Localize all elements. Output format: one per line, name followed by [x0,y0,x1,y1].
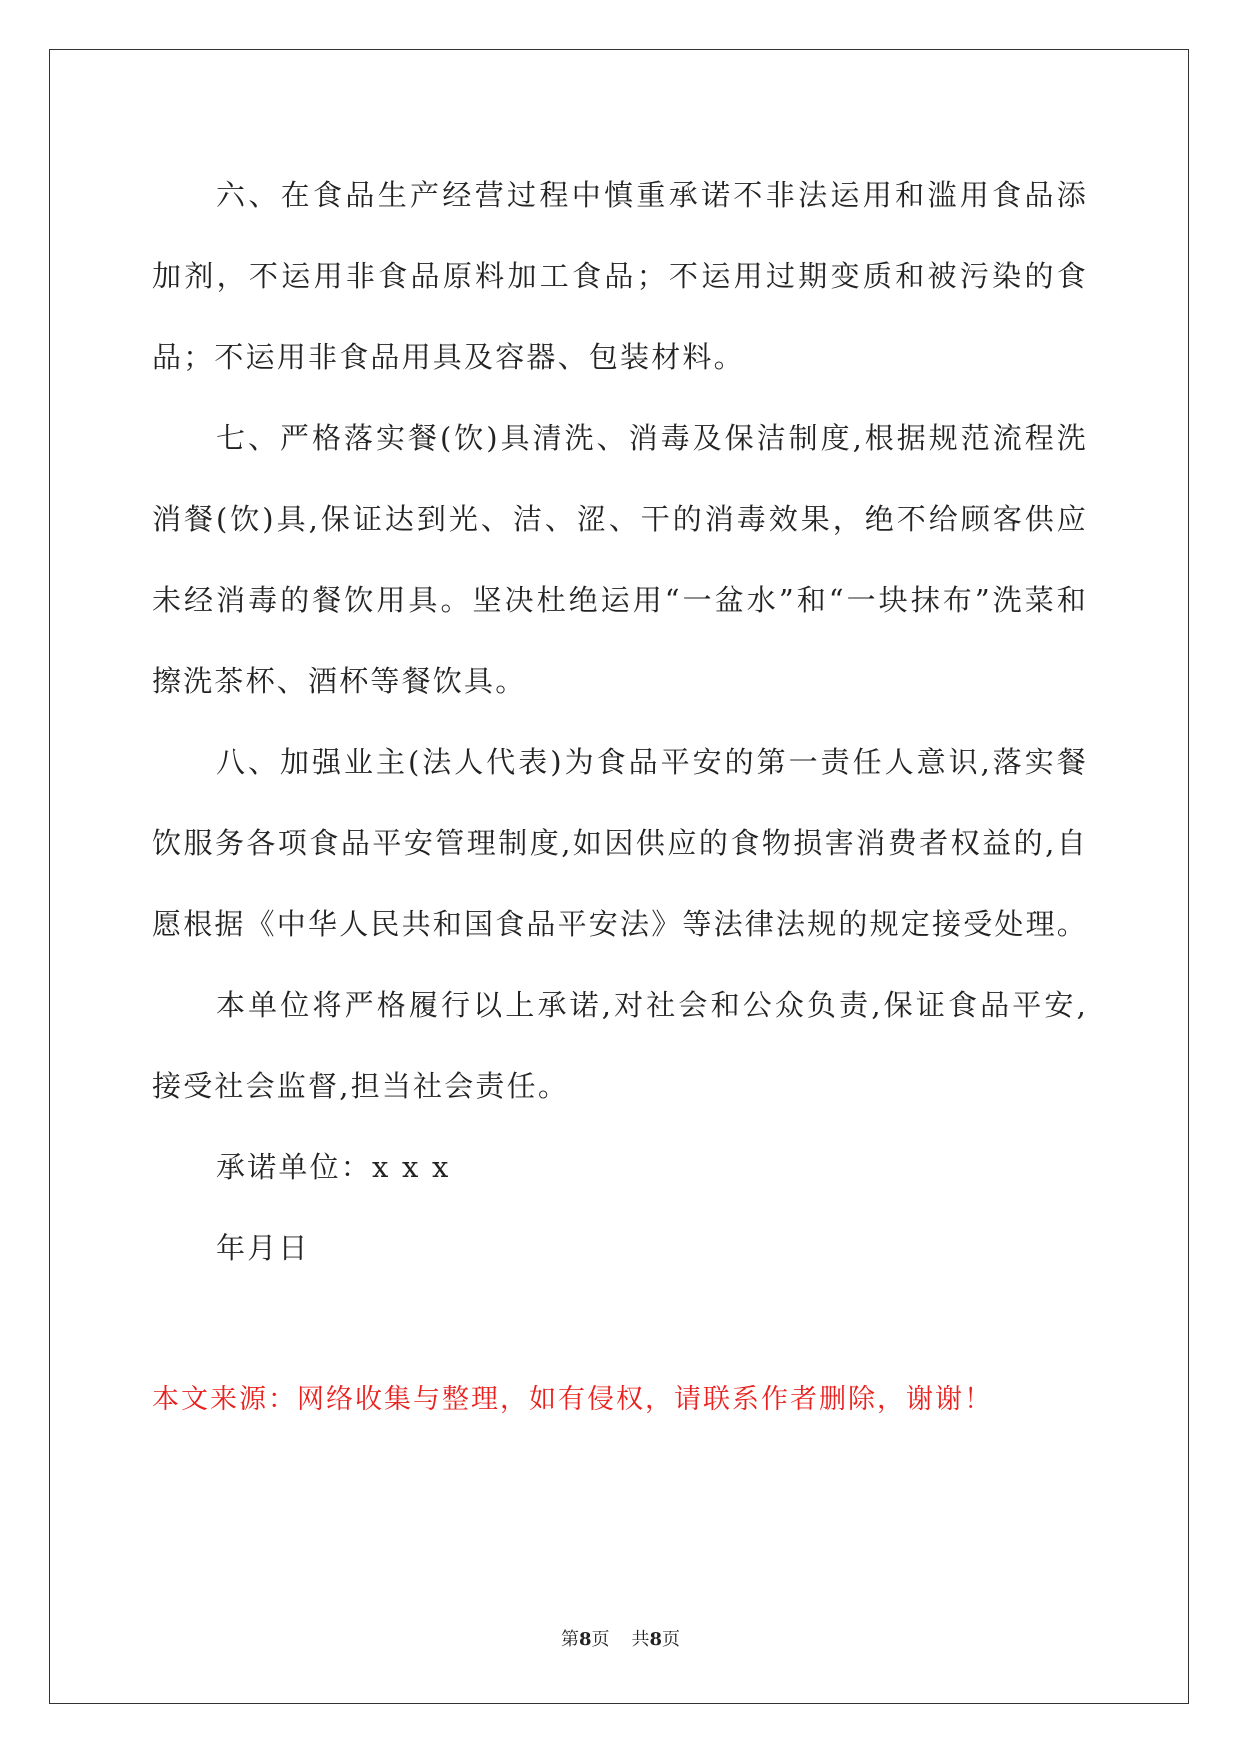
page-label-suffix: 页 [591,1629,610,1650]
paragraph-item-7: 七、严格落实餐(饮)具清洗、消毒及保洁制度,根据规范流程洗消餐(饮)具,保证达到光、洁、涩、干的消毒效果，绝不给顾客供应未经消毒的餐饮用具。坚决杜绝运用“一盆水”和“一块抹布”洗菜和擦洗茶杯、酒杯等餐饮具。 [152,421,1088,698]
paragraph-commitment-summary: 本单位将严格履行以上承诺,对社会和公众负责,保证食品平安,接受社会监督,担当社会责任。 [152,988,1088,1103]
total-label-suffix: 页 [662,1629,681,1650]
page-number: 8 [578,1629,592,1650]
page-total: 8 [649,1629,663,1650]
page-footer [0,1625,1241,1651]
document-body [152,155,1088,1289]
signature-unit: 承诺单位：x x x [216,1150,451,1184]
paragraph-item-8: 八、加强业主(法人代表)为食品平安的第一责任人意识,落实餐饮服务各项食品平安管理制度,如因供应的食物损害消费者权益的,自愿根据《中华人民共和国食品平安法》等法律法规的规定接受处理。 [152,745,1089,941]
page-label-prefix: 第 [560,1629,579,1650]
source-disclaimer: 本文来源：网络收集与整理，如有侵权，请联系作者删除，谢谢！ [152,1384,993,1415]
total-label-prefix: 共 [631,1629,650,1650]
signature-date: 年月日 [216,1231,310,1265]
paragraph-item-6: 六、在食品生产经营过程中慎重承诺不非法运用和滥用食品添加剂，不运用非食品原料加工食品；不运用过期变质和被污染的食品；不运用非食品用具及容器、包装材料。 [152,178,1088,374]
